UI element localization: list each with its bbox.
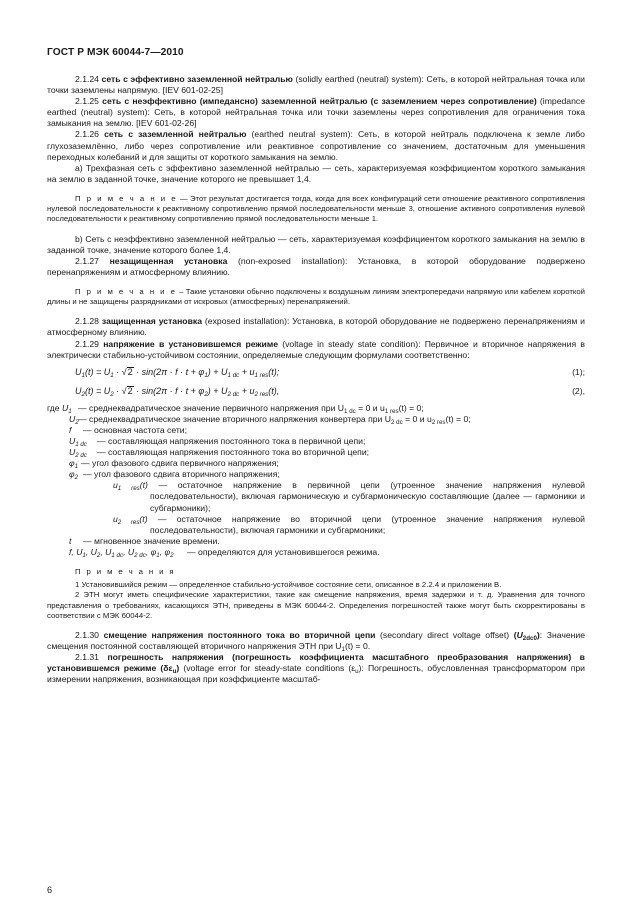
clause-term: сеть с неэффективно (импедансно) заземленной нейтралью (с заземлением через сопротивление) [102, 96, 537, 107]
definition-row: $U_2$ — среднеквадратическое значение вторичного напряжения конвертера при $U_{2 dc} = 0$ и $u_{2 res}(t) = 0$; [69, 413, 471, 426]
clause-text: (non-exposed installation): Установка, в которой оборудование подвержено перенапряжениям и атмосферному влиянию. [47, 255, 585, 277]
clause-text: (voltage in steady state condition): Первичное и вторичное напряжения в электрически стабильно-устойчивом состоянии, определяемые следующим формулами соответственно: [47, 338, 585, 360]
definition-row: $\varphi_2$ — угол фазового сдвига вторичного напряжения; [69, 469, 280, 482]
clause-text: (exposed installation): Установка, в которой оборудование не подвержено перенапряжениям и атмосферному влиянию. [47, 316, 585, 338]
clause-text: (earthed neutral system): Сеть, в которой нейтраль подключена к земле либо глухозаземлённо, либо через сопротивление или реактивное сопротивление со значением, достаточным для уменьшения переходных колебаний и для защиты от короткого замыкания на землю. [47, 129, 585, 162]
clause-number: 2.1.29 [75, 338, 104, 349]
clause-term: незащищенная установка [109, 255, 228, 266]
clause-term: сеть с заземленной нейтралью [104, 129, 247, 140]
note-text: – Такие установки обычно подключены к воздушным линиям электропередачи напрямую или кабелем короткой длины и не защищены разрядниками от искровых (атмосферных) перенапряжений. [47, 286, 586, 307]
item-b: b) Сеть с неэффективно заземленной нейтралью — сеть, характеризуемая коэффициентом короткого замыкания на землю в заданной точке, значение которого более 1,4. [47, 233, 585, 255]
definition-row: f — основная частота сети; [69, 424, 187, 435]
clause-2-1-30: 2.1.30 смещение напряжения постоянного тока во вторичной цепи (secondary direct voltage offset) $(U_{2dc0})$: Значение смещения постоянной составляющей вторичного напряжения ЭТН при $U_1(t) = 0$. [47, 630, 585, 654]
clause-2-1-29 [47, 339, 585, 361]
clause-number: 2.1.26 [75, 129, 105, 140]
clause-number: 2.1.24 [75, 74, 102, 84]
clause-2-1-28 [47, 316, 585, 338]
note-2 [47, 287, 585, 307]
note-item-2: 2 ЭТН могут иметь специфические характеристики, такие как смещение напряжения, время задержки и т. д. Уравнения для точного представления о требованиях, касающихся ЭТН, приведены в МЭК 60044-2. Определения погрешностей также могут быть скорректированы в соответствии с МЭК 60044-2. [47, 590, 585, 620]
clause-text: (solidly earthed (neutral) system): Сеть, в которой нейтральная точка или точки заземлены напрямую. [IEV 601-02-25] [47, 74, 585, 96]
clause-number: 2.1.28 [75, 316, 102, 327]
clause-2-1-25 [47, 96, 585, 129]
note-text: — Этот результат достигается тогда, когда для всех конфигураций сети отношение реактивного сопротивления нулевой последовательности к реактивному сопротивлению прямой последовательности меньше 3, отношение активного сопротивления нулевой последовательности к реактивному сопротивлению прямой последовательности меньше 1. [47, 193, 586, 224]
clause-term: напряжение в установившемся режиме [103, 338, 279, 349]
formula-expression: $U_1(t) = U_1 \cdot √2 \cdot \sin(2\pi \cdot f \cdot t + \varphi_1) + U_{1 dc} + u_{1 res}(t)$; [75, 366, 280, 379]
definition-row: $U_{1 dc}$ — составляющая напряжения постоянного тока в первичной цепи; [69, 435, 366, 448]
note-item-1: 1 Установившийся режим — определенное стабильно-устойчивое состояние сети, описанное в 2.2.4 и приложении В. [75, 580, 502, 590]
definition-row: $U_{2 dc}$ — составляющая напряжения постоянного тока во вторичной цепи; [69, 447, 370, 460]
clause-term: сеть с эффективно заземленной нейтралью [101, 74, 293, 84]
note-1 [47, 194, 585, 225]
sqrt-symbol: √ [121, 385, 127, 396]
definition-row: $\varphi_1$ — угол фазового сдвига первичного напряжения; [69, 458, 279, 471]
clause-term: защищенная установка [101, 316, 202, 327]
clause-2-1-26 [47, 129, 585, 162]
definition-row: f, $U_1$, $U_2$, $U_{1 dc}$, $U_{2 dc}$, $\varphi_1$, $\varphi_2$ — определяются для установившегося режима. [69, 546, 380, 559]
definition-row: $u_{2 res}(t)$ — остаточное напряжение во вторичной цепи (утроенное значение напряжения нулевой последовательности), включая гармоники и субгармоники; [113, 513, 585, 535]
formula-expression: $U_2(t) = U_2 \cdot √2 \cdot \sin(2\pi \cdot f \cdot t + \varphi_2) + U_{2 dc} + u_{2 res}(t)$, [75, 385, 280, 398]
definition-row: $u_{1 res}(t)$ — остаточное напряжение в первичной цепи (утроенное значение напряжения нулевой последовательности), включая гармоническую и субгармоническую составляющие (далее — гармоники и субгармоники); [113, 480, 585, 513]
clause-2-1-24 [47, 74, 585, 96]
sqrt-symbol: √ [121, 366, 127, 377]
item-a: а) Трехфазная сеть с эффективно заземленной нейтралью — сеть, характеризуемая коэффициентом короткого замыкания на землю в заданной точке, значение которого не превышает 1,4. [47, 162, 585, 184]
clause-number: 2.1.27 [75, 255, 110, 266]
page-number: 6 [47, 885, 53, 895]
clause-2-1-27 [47, 256, 585, 278]
formula-1 [75, 366, 585, 382]
formula-number: (2), [572, 385, 585, 396]
clause-text: (impedance earthed (neutral) system): Сеть, в которой нейтральная точка или точки заземлены через сопротивления для ограничения тока замыкания на землю. [IEV 601-02-26] [47, 96, 585, 129]
clause-2-1-31: 2.1.31 погрешность напряжения (погрешность коэффициента масштабного преобразования напряжения) в установившемся режиме $(\delta\varepsilon_u)$ (voltage error for steady-state conditions $(\varepsilon_u)$: Погрешность, обусловленная трансформатором при измерении напряжения, возникающая при коэффициенте масштаб- [47, 652, 585, 685]
formula-2 [75, 385, 585, 401]
definition-list [47, 403, 585, 558]
note-label: П р и м е ч а н и е [75, 286, 177, 296]
document-header: ГОСТ Р МЭК 60044-7—2010 [47, 47, 184, 58]
note-label: П р и м е ч а н и е [75, 193, 178, 203]
definition-row: t — мгновенное значение времени. [69, 535, 220, 546]
notes-title: П р и м е ч а н и я [75, 567, 176, 577]
formula-number: (1); [572, 366, 585, 377]
definition-row: где $U_1$ — среднеквадратическое значение первичного напряжения при $U_{1 dc} = 0$ и $u_{1 res}(t) = 0$; [47, 402, 424, 415]
clause-number: 2.1.25 [75, 96, 103, 107]
document-body [47, 74, 585, 686]
